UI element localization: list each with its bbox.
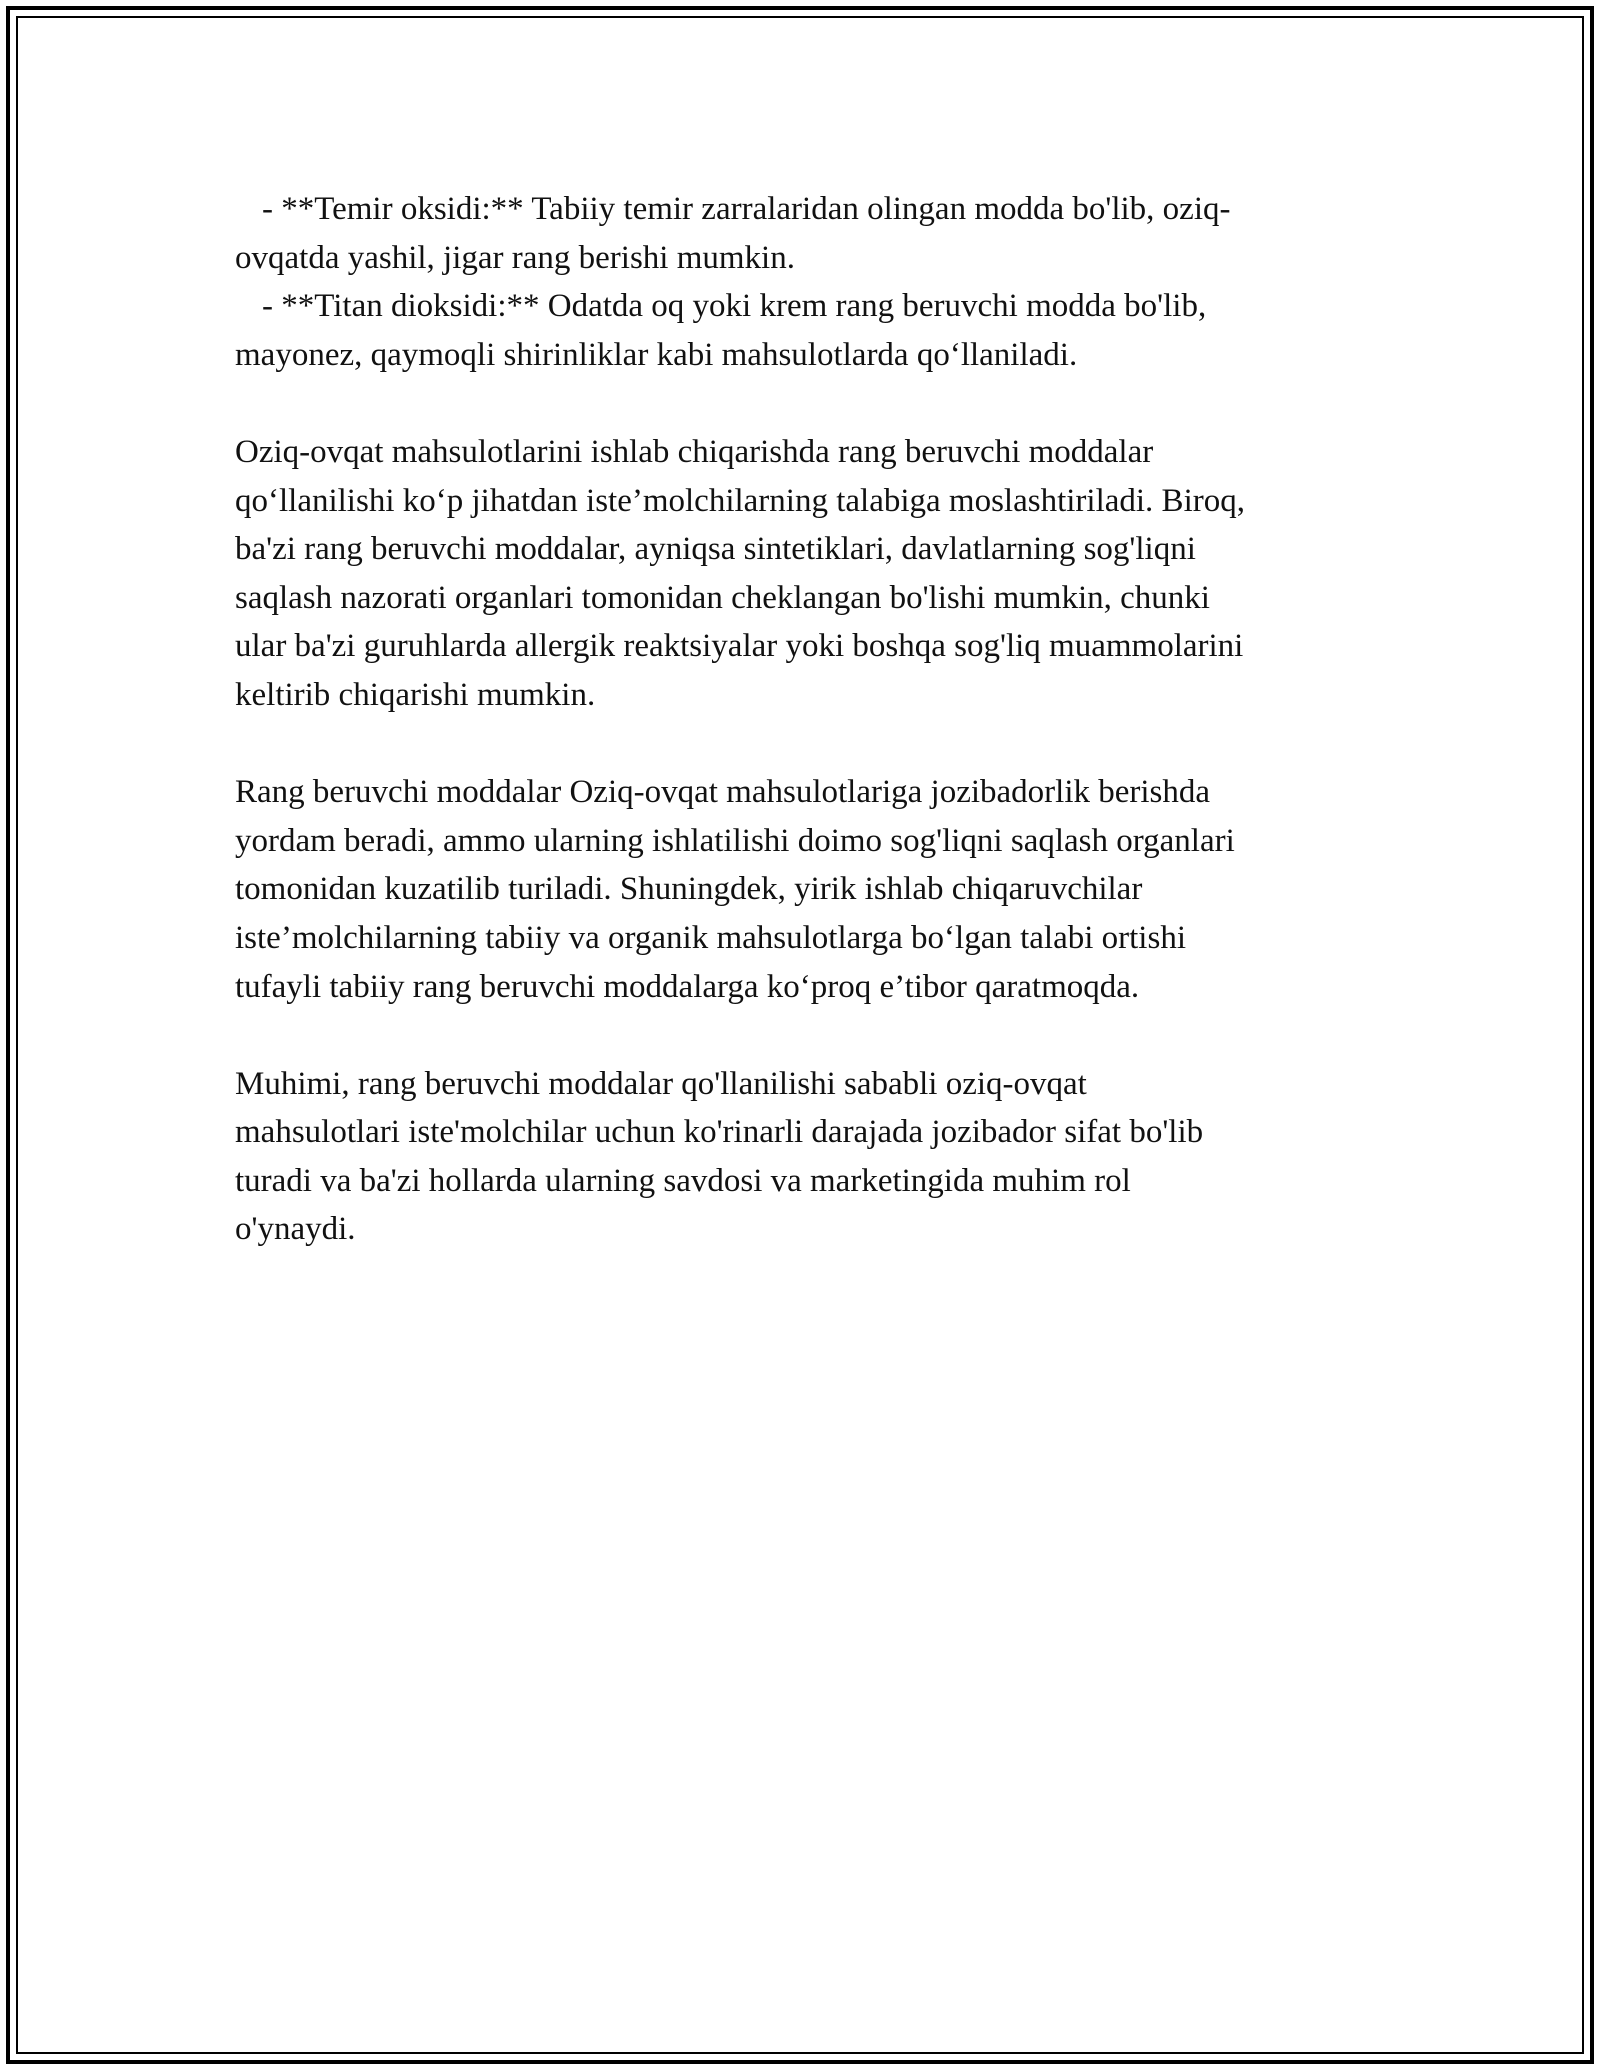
text-line: Rang beruvchi moddalar Oziq-ovqat mahsulotlariga jozibadorlik berishda [235,774,1211,811]
text-line: Muhimi, rang beruvchi moddalar qo'llanilishi sababli oziq-ovqat [235,1065,1087,1102]
text-line: - **Titan dioksidi:** Odatda oq yoki krem rang beruvchi modda bo'lib, [262,288,1207,325]
text-line: tomonidan kuzatilib turiladi. Shuningdek, yirik ishlab chiqaruvchilar [235,871,1143,908]
text-line: saqlash nazorati organlari tomonidan cheklangan bo'lishi mumkin, chunki [235,579,1210,616]
text-line: ovqatda yashil, jigar rang berishi mumkin. [235,239,795,276]
bullet-titanium-dioxide [235,282,1365,379]
text-line: o'ynaydi. [235,1211,356,1248]
text-line: turadi va ba'zi hollarda ularning savdosi va marketingida muhim rol [235,1162,1131,1199]
text-line: qo‘llanilishi ko‘p jihatdan iste’molchilarning talabiga moslashtiriladi. Biroq, [235,482,1245,519]
text-line: - **Temir oksidi:** Tabiiy temir zarralaridan olingan modda bo'lib, oziq- [262,191,1231,227]
text-line: mayonez, qaymoqli shirinliklar kabi mahsulotlarda qo‘llaniladi. [235,336,1078,373]
paragraph-usage [235,428,1365,720]
text-line: tufayli tabiiy rang beruvchi moddalarga ko‘proq e’tibor qaratmoqda. [235,968,1140,1005]
text-line: mahsulotlari iste'molchilar uchun ko'rinarli darajada jozibador sifat bo'lib [235,1114,1204,1151]
text-line: ular ba'zi guruhlarda allergik reaktsiyalar yoki boshqa sog'liq muammolarini [235,628,1244,665]
text-line: iste’molchilarning tabiiy va organik mahsulotlarga bo‘lgan talabi ortishi [235,919,1186,956]
paragraph-attractiveness [235,768,1365,1011]
document-body [235,185,1365,1254]
text-line: ba'zi rang beruvchi moddalar, ayniqsa sintetiklari, davlatlarning sog'liqni [235,531,1196,568]
bullet-iron-oxide [235,185,1365,282]
paragraph-gap [235,1011,1365,1060]
paragraph-conclusion [235,1060,1365,1254]
paragraph-gap [235,720,1365,769]
text-line: Oziq-ovqat mahsulotlarini ishlab chiqarishda rang beruvchi moddalar [235,433,1154,470]
text-line: yordam beradi, ammo ularning ishlatilishi doimo sog'liqni saqlash organlari [235,822,1235,859]
paragraph-gap [235,379,1365,428]
text-line: keltirib chiqarishi mumkin. [235,676,596,713]
